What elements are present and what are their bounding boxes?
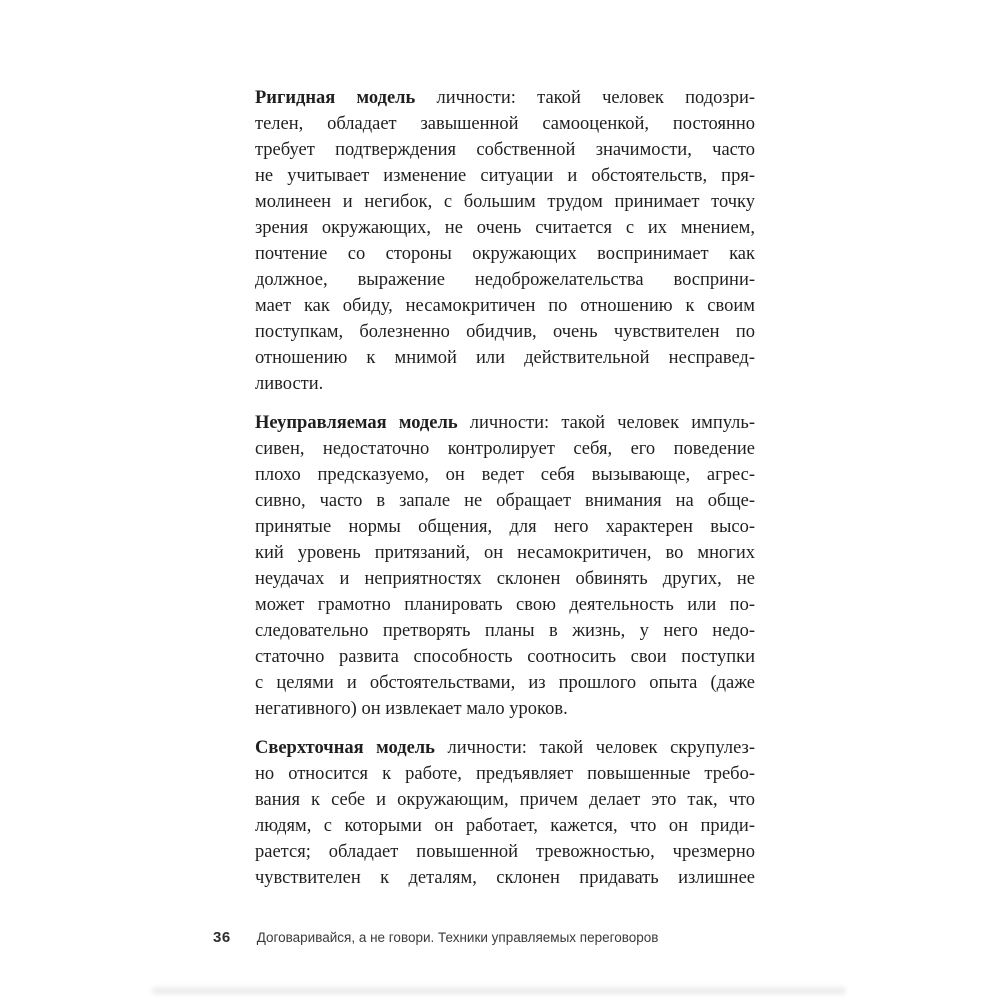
text-line: зрения окружающих, не очень считается с их мнением, xyxy=(255,218,755,238)
text-line: следовательно претворять планы в жизнь, у него недо- xyxy=(255,621,755,641)
page-number: 36 xyxy=(213,929,231,946)
text-line: плохо предсказуемо, он ведет себя вызывающе, агрес- xyxy=(255,465,755,485)
text-line: с целями и обстоятельствами, из прошлого опыта (даже xyxy=(255,673,755,693)
text-line: сивно, часто в запале не обращает внимания на обще- xyxy=(255,491,755,511)
text-line: но относится к работе, предъявляет повышенные требо- xyxy=(255,764,755,784)
paragraph-lead-bold: Сверхточная модель xyxy=(255,738,435,758)
text-line: поступкам, болезненно обидчив, очень чувствителен по xyxy=(255,322,755,342)
text-line: не учитывает изменение ситуации и обстоятельств, пря- xyxy=(255,166,755,186)
page-footer xyxy=(213,929,658,946)
text-line: Сверхточная модель личности: такой человек скрупулез- xyxy=(255,738,756,758)
text-line: требует подтверждения собственной значимости, часто xyxy=(255,140,755,160)
paragraph xyxy=(255,85,755,397)
paragraph xyxy=(255,410,755,722)
text-line: принятые нормы общения, для него характерен высо- xyxy=(255,517,755,537)
text-line: Ригидная модель личности: такой человек подозри- xyxy=(255,88,756,108)
text-line: рается; обладает повышенной тревожностью, чрезмерно xyxy=(255,842,755,862)
text-line: почтение со стороны окружающих воспринимает как xyxy=(255,244,755,264)
page-edge-shadow xyxy=(152,986,846,995)
paragraph-lead-bold: Ригидная модель xyxy=(255,88,416,108)
text-column xyxy=(255,85,755,891)
paragraph xyxy=(255,735,755,891)
text-line: вания к себе и окружающим, причем делает это так, что xyxy=(255,790,755,810)
text-line: Неуправляемая модель личности: такой человек импуль- xyxy=(255,413,755,433)
paragraph-lead-bold: Неуправляемая модель xyxy=(255,413,458,433)
text-line: чувствителен к деталям, склонен придавать излишнее xyxy=(255,868,755,888)
text-line: людям, с которыми он работает, кажется, что он приди- xyxy=(255,816,755,836)
text-line: мает как обиду, несамокритичен по отношению к своим xyxy=(255,296,755,316)
text-line: кий уровень притязаний, он несамокритичен, во многих xyxy=(255,543,755,563)
text-line: ливости. xyxy=(255,374,324,394)
text-line: неудачах и неприятностях склонен обвинять других, не xyxy=(255,569,755,589)
text-line: отношению к мнимой или действительной несправед- xyxy=(255,348,755,368)
text-line: может грамотно планировать свою деятельность или по- xyxy=(255,595,755,615)
text-line: телен, обладает завышенной самооценкой, постоянно xyxy=(255,114,755,134)
text-line: должное, выражение недоброжелательства восприни- xyxy=(255,270,755,290)
text-line: негативного) он извлекает мало уроков. xyxy=(255,699,568,719)
running-title: Договаривайся, а не говори. Техники управляемых переговоров xyxy=(256,930,659,945)
text-line: сивен, недостаточно контролирует себя, его поведение xyxy=(255,439,755,459)
text-line: молинеен и негибок, с большим трудом принимает точку xyxy=(255,192,755,212)
text-line: статочно развита способность соотносить свои поступки xyxy=(255,647,755,667)
